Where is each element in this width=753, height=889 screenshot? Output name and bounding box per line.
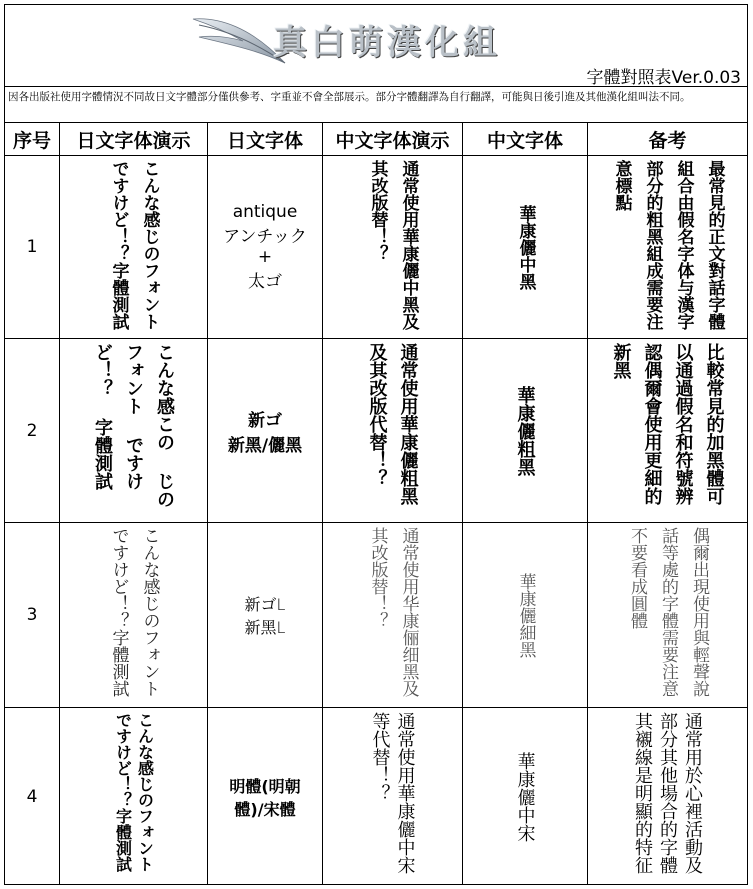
jp-font-name: 明體(明朝 體)/宋體 — [208, 708, 323, 885]
col-jp-font: 日文字体 — [208, 123, 323, 155]
row-number: 2 — [5, 339, 60, 522]
cn-demo-text: 通常使用華康儷中黑及其改版替！？ — [367, 160, 419, 330]
font-table — [5, 123, 747, 885]
cn-demo-text: 通常使用華康儷粗黑及其改版代替！？ — [366, 343, 419, 505]
jp-demo-text: こんな感この じのフォント ですけど！？ 字體測試 — [92, 343, 175, 508]
row-number: 3 — [5, 523, 60, 707]
cn-demo-text: 通常使用华康俪细黑及其改版替！？ — [367, 527, 419, 697]
cn-demo-text: 通常使用華康儷中宋等代替！？ — [369, 712, 416, 874]
version-label: 字體對照表Ver.0.03 — [586, 68, 741, 88]
disclaimer-note: 因各出版社使用字體情況不同故日文字體部分僅供參考、字重並不會全部展示。部分字體翻譯為自行翻譯，可能與日後引進及其他漢化組叫法不同。 — [5, 87, 747, 123]
header — [5, 5, 747, 87]
col-jp-demo: 日文字体演示 — [60, 123, 208, 155]
jp-font-name: 新ゴ 新黑/儷黑 — [208, 339, 323, 522]
col-remark: 备考 — [648, 129, 687, 152]
app-title: 真白萌漢化組 — [273, 23, 501, 63]
comparison-sheet — [4, 4, 748, 885]
col-number: 序号 — [5, 123, 60, 155]
cn-font-name: 華康儷中宋 — [514, 751, 536, 842]
jp-font-name: 新ゴL 新黑L — [208, 523, 323, 707]
remark-text: 偶爾出現使用與輕聲說話等處的字體需要注意不要看成圓體 — [627, 527, 709, 697]
table-row — [5, 708, 747, 885]
cn-font-name: 華康儷粗黑 — [514, 385, 536, 476]
table-row — [5, 523, 747, 708]
remark-text: 通常用於心裡活動及部分其他場合的字體其襯線是明顯的特征 — [632, 712, 703, 874]
remark-text: 最常見的正文對話字體組合由假名字体与漢字部分的粗黑組成需要注意標點 — [611, 160, 725, 330]
jp-font-name: antique アンチック + 太ゴ — [208, 156, 323, 338]
row-number: 4 — [5, 708, 60, 885]
jp-demo-text: こんな感じのフォントですけど！？字體測試 — [108, 527, 160, 697]
cn-font-name: 華康儷細黑 — [515, 572, 536, 658]
cn-font-name: 華康儷中黑 — [515, 204, 536, 290]
table-row — [5, 156, 747, 339]
col-cn-font: 中文字体 — [463, 123, 588, 155]
row-number: 1 — [5, 156, 60, 338]
remark-text: 比較常見的加黑體可以通過假名和符號辨認偶爾會使用更細的新黑 — [610, 343, 725, 505]
jp-demo-text: こんな感じのフォントですけど！？字體測試 — [108, 160, 160, 330]
jp-demo-text: こんな感じのフォントですけど！？字體測試 — [113, 712, 155, 872]
table-row — [5, 339, 747, 523]
table-header — [5, 123, 747, 156]
col-cn-demo: 中文字体演示 — [323, 123, 463, 155]
